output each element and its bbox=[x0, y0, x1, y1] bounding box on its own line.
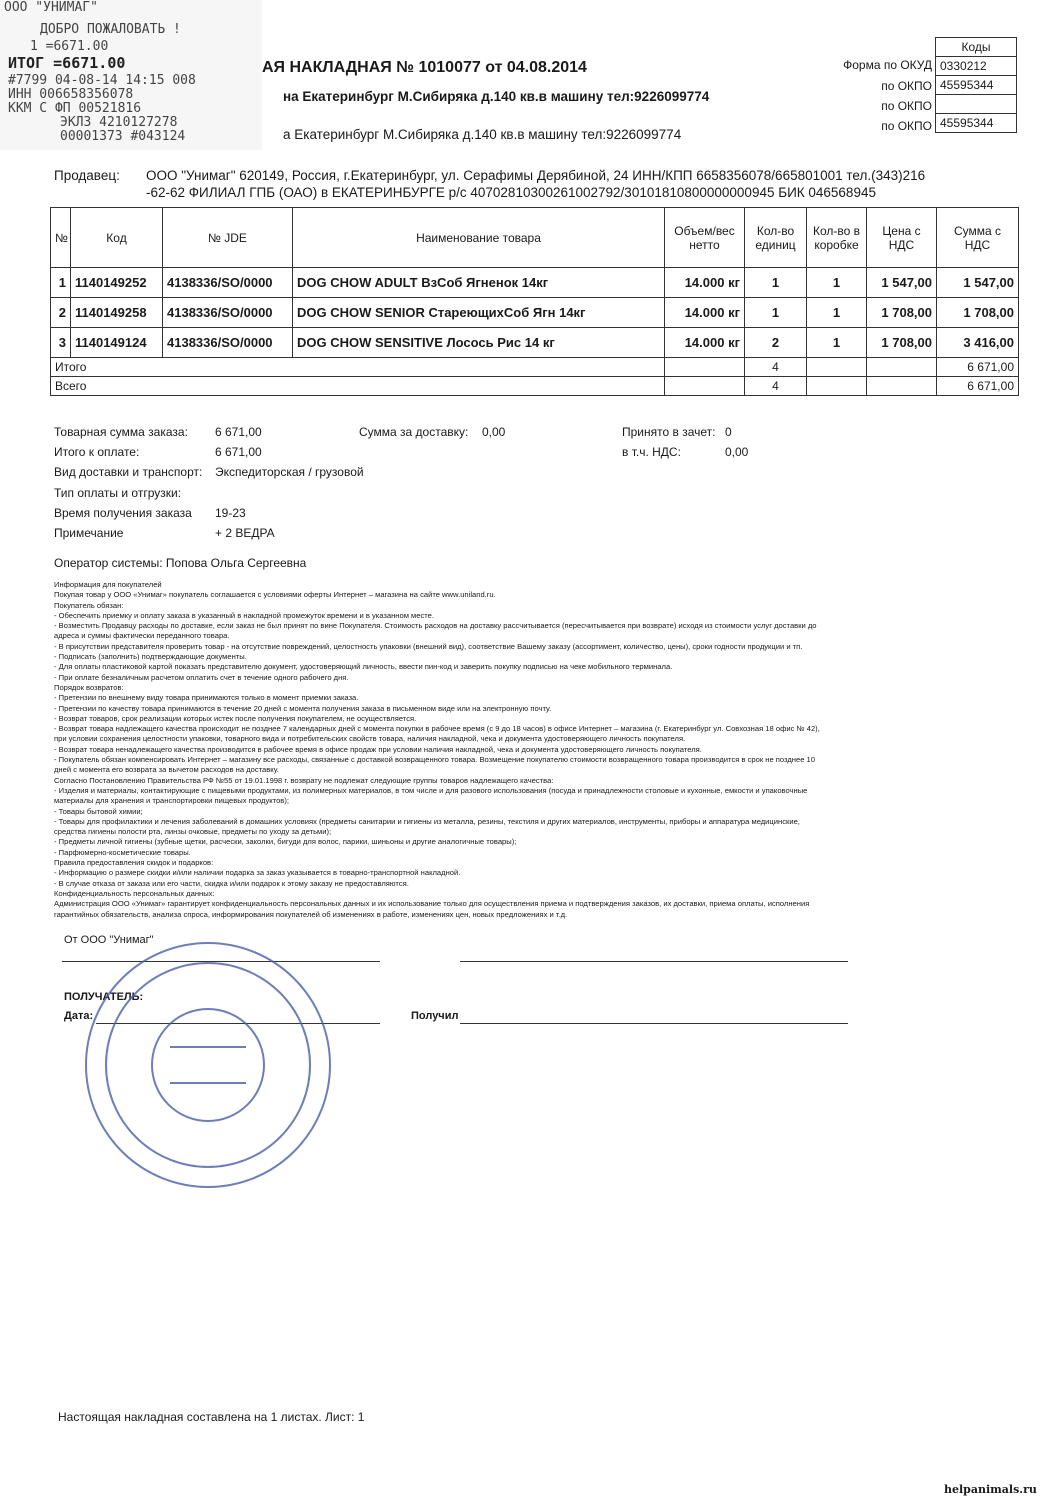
received-label: Получил bbox=[411, 1010, 459, 1022]
col-name: Наименование товара bbox=[293, 208, 665, 268]
col-jde: № JDE bbox=[163, 208, 293, 268]
seller-label: Продавец: bbox=[54, 168, 120, 183]
cell-empty bbox=[665, 377, 745, 396]
info-line: - При оплате безналичным расчетом оплатить счет в течение одного рабочего дня. bbox=[54, 672, 349, 682]
delivery-type: Экспедиторская / грузовой bbox=[215, 465, 364, 479]
cell-n: 3 bbox=[51, 328, 71, 358]
receipt-line: ЭКЛЗ 4210127278 bbox=[60, 115, 178, 130]
total-row bbox=[51, 358, 1019, 377]
document-title: АЯ НАКЛАДНАЯ № 1010077 от 04.08.2014 bbox=[262, 59, 587, 76]
cell-empty bbox=[867, 377, 937, 396]
vat-value: 0,00 bbox=[725, 445, 749, 459]
grand-sum: 6 671,00 bbox=[937, 377, 1019, 396]
okpo-value bbox=[936, 95, 1017, 114]
col-qty: Кол-во единиц bbox=[745, 208, 807, 268]
time-label: Время получения заказа bbox=[54, 506, 192, 520]
info-line: - Парфюмерно-косметические товары. bbox=[54, 847, 191, 857]
note-label: Примечание bbox=[54, 526, 124, 540]
info-line: Правила предоставления скидок и подарков: bbox=[54, 858, 214, 868]
info-line: - Предметы личной гигиены (зубные щетки, расчески, заколки, бигуди для волос, парики, шиньоны и другие аналогичные товары); bbox=[54, 837, 517, 847]
receipt-line: ДОБРО ПОЖАЛОВАТЬ ! bbox=[40, 22, 181, 37]
cell-empty bbox=[665, 358, 745, 377]
table-row bbox=[51, 268, 1019, 298]
from-label: От ООО "Унимаг" bbox=[64, 934, 154, 946]
grand-total-row bbox=[51, 377, 1019, 396]
cell-name: DOG CHOW ADULT ВзСоб Ягненок 14кг bbox=[293, 268, 665, 298]
cash-receipt bbox=[0, 0, 262, 150]
delivery-type-label: Вид доставки и транспорт: bbox=[54, 465, 203, 479]
info-line: - Покупатель обязан компенсировать Интернет – магазину все расходы, связанные с доставкой возвращенного товара. Возмещение покупателю стоимости возвращенного товара производится в срок не позднее 10 bbox=[54, 755, 815, 765]
col-weight: Объем/вес нетто bbox=[665, 208, 745, 268]
header-payer: а Екатеринбург М.Сибиряка д.140 кв.в машину тел:9226099774 bbox=[283, 127, 682, 142]
okud-value: 0330212 bbox=[936, 57, 1017, 76]
grand-label: Всего bbox=[51, 377, 665, 396]
table-header-row bbox=[51, 208, 1019, 268]
info-line: дней с момента его возврата за вычетом расходов на доставку. bbox=[54, 765, 279, 775]
col-box: Кол-во в коробке bbox=[807, 208, 867, 268]
order-sum-label: Товарная сумма заказа: bbox=[54, 425, 188, 439]
cell-box: 1 bbox=[807, 298, 867, 328]
vat-label: в т.ч. НДС: bbox=[622, 445, 681, 459]
cell-qty: 1 bbox=[745, 268, 807, 298]
total-sum: 6 671,00 bbox=[937, 358, 1019, 377]
receiver-label: ПОЛУЧАТЕЛЬ: bbox=[64, 991, 144, 1003]
accepted-value: 0 bbox=[725, 425, 732, 439]
cell-weight: 14.000 кг bbox=[665, 328, 745, 358]
cell-code: 1140149124 bbox=[71, 328, 163, 358]
info-line: Администрация ООО «Унимаг» гарантирует конфиденциальность персональных данных и их использование только для осуществления приема и подтверждения заказов, их доставки, приема оплаты, исполнения bbox=[54, 899, 810, 909]
cell-sum: 1 547,00 bbox=[937, 268, 1019, 298]
okpo-label: по ОКПО bbox=[881, 119, 932, 133]
cell-n: 2 bbox=[51, 298, 71, 328]
okpo-value: 45595344 bbox=[936, 114, 1017, 133]
cell-n: 1 bbox=[51, 268, 71, 298]
info-line: Покупая товар у ООО «Унимаг» покупатель соглашается с условиями оферты Интернет – магазина на сайте www.uniland.ru. bbox=[54, 590, 496, 600]
cell-jde: 4138336/SO/0000 bbox=[163, 268, 293, 298]
info-line: адреса и суммы фактически переданного товара. bbox=[54, 631, 230, 641]
okpo-label: по ОКПО bbox=[881, 99, 932, 113]
receipt-line: 1 =6671.00 bbox=[30, 39, 109, 54]
okpo-label: по ОКПО bbox=[881, 79, 932, 93]
cell-code: 1140149252 bbox=[71, 268, 163, 298]
pages-note: Настоящая накладная составлена на 1 листах. Лист: 1 bbox=[58, 1410, 365, 1424]
receipt-line: ККМ С ФП 00521816 bbox=[8, 101, 142, 116]
buyer-info bbox=[54, 580, 984, 920]
cell-weight: 14.000 кг bbox=[665, 268, 745, 298]
cell-box: 1 bbox=[807, 328, 867, 358]
cell-weight: 14.000 кг bbox=[665, 298, 745, 328]
info-line: Информация для покупателей bbox=[54, 580, 162, 589]
info-line: - Товары бытовой химии; bbox=[54, 806, 143, 816]
header-consignee: на Екатеринбург М.Сибиряка д.140 кв.в машину тел:9226099774 bbox=[283, 89, 710, 104]
cell-empty bbox=[867, 358, 937, 377]
cell-box: 1 bbox=[807, 268, 867, 298]
codes-table bbox=[935, 37, 1017, 133]
info-line: гарантийных обязательств, анализа спроса, информирования покупателей об изменениях в работе, изменениях цен, новых предложениях и т.д. bbox=[54, 909, 568, 919]
cell-empty bbox=[807, 377, 867, 396]
info-line: - Информацию о размере скидки и/или наличии подарка за заказ указывается в товарно-транспортной накладной. bbox=[54, 868, 461, 878]
info-line: - Возврат товара надлежащего качества происходит не позднее 7 календарных дней с момента покупки в рабочее время (с 9 до 18 часов) в офисе Интернет – магазина (г. Екатеринбург ул. Совхозная 18 офис № 42), bbox=[54, 724, 820, 734]
info-line: - Подписать (заполнить) подтверждающие документы. bbox=[54, 652, 247, 662]
cell-sum: 3 416,00 bbox=[937, 328, 1019, 358]
receipt-line: ООО "УНИМАГ" bbox=[4, 0, 98, 15]
info-line: Согласно Постановлению Правительства РФ №55 от 19.01.1998 г. возврату не подлежат следующие группы товаров надлежащего качества: bbox=[54, 775, 554, 785]
accepted-label: Принято в зачет: bbox=[622, 425, 716, 439]
total-qty: 4 bbox=[745, 358, 807, 377]
receipt-line: ИНН 006658356078 bbox=[8, 87, 134, 102]
receipt-line: 00001373 #043124 bbox=[60, 129, 186, 144]
watermark: helpanimals.ru bbox=[944, 1483, 1037, 1496]
codes-header: Коды bbox=[936, 38, 1017, 57]
time-value: 19-23 bbox=[215, 506, 246, 520]
cell-jde: 4138336/SO/0000 bbox=[163, 298, 293, 328]
col-price: Цена с НДС bbox=[867, 208, 937, 268]
info-line: - Товары для профилактики и лечения заболеваний в домашних условиях (предметы санитарии и гигиены из металла, резины, текстиля и других материалов, инструменты, приборы и аппаратура медицинские, bbox=[54, 816, 800, 826]
info-line: - В случае отказа от заказа или его части, скидка и/или подарок к этому заказу не предоставляются. bbox=[54, 878, 409, 888]
seller-line1: ООО "Унимаг" 620149, Россия, г.Екатеринбург, ул. Серафимы Дерябиной, 24 ИНН/КПП 6658356078/665801001 тел.(343)216 bbox=[146, 168, 926, 183]
info-line: - В присутствии представителя проверить товар - на отсутствие повреждений, целостность упаковки (внешний вид), соответствие Вашему заказу (ассортимент, количество, цены), сроки годности продукции и тп. bbox=[54, 641, 803, 651]
received-line bbox=[460, 1023, 848, 1024]
info-line: - Обеспечить приемку и оплату заказа в указанный в накладной промежуток времени и в указанном месте. bbox=[54, 610, 435, 620]
okud-label: Форма по ОКУД bbox=[843, 58, 932, 72]
date-label: Дата: bbox=[64, 1010, 94, 1022]
delivery-sum: 0,00 bbox=[482, 425, 506, 439]
goods-table bbox=[50, 207, 1019, 396]
info-line: - Для оплаты пластиковой картой показать представителю документ, удостоверяющий личность, ввести пин-код и заверить покупку подписью на чеке мобильного терминала. bbox=[54, 662, 673, 672]
info-line: при условии сохранения целостности упаковки, товарного вида и потребительских свойств товара, наличия накладной, чека и документа удостоверяющего личность покупателя. bbox=[54, 734, 686, 744]
info-line: - Претензии по внешнему виду товара принимаются только в момент приемки заказа. bbox=[54, 693, 359, 703]
to-pay: 6 671,00 bbox=[215, 445, 262, 459]
cell-qty: 1 bbox=[745, 298, 807, 328]
cell-code: 1140149258 bbox=[71, 298, 163, 328]
info-line: - Претензии по качеству товара принимаются в течение 20 дней с момента получения заказа в письменном виде или на электронную почту. bbox=[54, 703, 552, 713]
col-n: № bbox=[51, 208, 71, 268]
cell-name: DOG CHOW SENSITIVE Лосось Рис 14 кг bbox=[293, 328, 665, 358]
total-label: Итого bbox=[51, 358, 665, 377]
cell-jde: 4138336/SO/0000 bbox=[163, 328, 293, 358]
cell-sum: 1 708,00 bbox=[937, 298, 1019, 328]
seller-line2: -62-62 ФИЛИАЛ ГПБ (ОАО) в ЕКАТЕРИНБУРГЕ р/с 40702810300261002792/30101810800000000945 БИК 046568945 bbox=[146, 185, 876, 200]
delivery-label: Сумма за доставку: bbox=[359, 425, 469, 439]
to-pay-label: Итого к оплате: bbox=[54, 445, 140, 459]
col-sum: Сумма с НДС bbox=[937, 208, 1019, 268]
info-line: материалы для хранения и транспортировки пищевых продуктов); bbox=[54, 796, 289, 806]
signature-line bbox=[460, 961, 848, 962]
info-line: Конфиденциальность персональных данных: bbox=[54, 888, 215, 898]
table-row bbox=[51, 298, 1019, 328]
note-value: + 2 ВЕДРА bbox=[215, 526, 275, 540]
company-stamp-icon bbox=[78, 935, 338, 1195]
table-row bbox=[51, 328, 1019, 358]
cell-price: 1 708,00 bbox=[867, 328, 937, 358]
cell-qty: 2 bbox=[745, 328, 807, 358]
col-code: Код bbox=[71, 208, 163, 268]
okpo-value: 45595344 bbox=[936, 76, 1017, 95]
grand-qty: 4 bbox=[745, 377, 807, 396]
info-line: - Возврат товаров, срок реализации которых истек после получения покупателем, не осуществляется. bbox=[54, 713, 417, 723]
payment-type-label: Тип оплаты и отгрузки: bbox=[54, 486, 182, 500]
info-line: средства гигиены полости рта, линзы очковые, предметы по уходу за детьми); bbox=[54, 827, 332, 837]
info-line: Покупатель обязан: bbox=[54, 600, 124, 610]
cell-name: DOG CHOW SENIOR СтареющихСоб Ягн 14кг bbox=[293, 298, 665, 328]
info-line: - Изделия и материалы, контактирующие с пищевыми продуктами, из полимерных материалов, в том числе и для разового использования (посуда и принадлежности столовые и кухонные, емкости и упаковочные bbox=[54, 785, 808, 795]
cell-empty bbox=[807, 358, 867, 377]
receipt-total: ИТОГ =6671.00 bbox=[8, 54, 126, 72]
info-line: Порядок возвратов: bbox=[54, 682, 124, 692]
order-sum: 6 671,00 bbox=[215, 425, 262, 439]
operator: Оператор системы: Попова Ольга Сергеевна bbox=[54, 556, 307, 570]
cell-price: 1 547,00 bbox=[867, 268, 937, 298]
cell-price: 1 708,00 bbox=[867, 298, 937, 328]
info-line: - Возврат товара ненадлежащего качества производится в рабочее время в офисе продаж при условии наличия накладной, чека и документа удостоверяющего личность покупателя. bbox=[54, 744, 702, 754]
info-line: - Возместить Продавцу расходы по доставке, если заказ не был принят по вине Покупателя. Стоимость расходов на доставку рассчитывается (пересчитывается при возврате) исходя из стоимости услуг доставки до bbox=[54, 621, 817, 631]
receipt-line: #7799 04-08-14 14:15 008 bbox=[8, 73, 196, 88]
